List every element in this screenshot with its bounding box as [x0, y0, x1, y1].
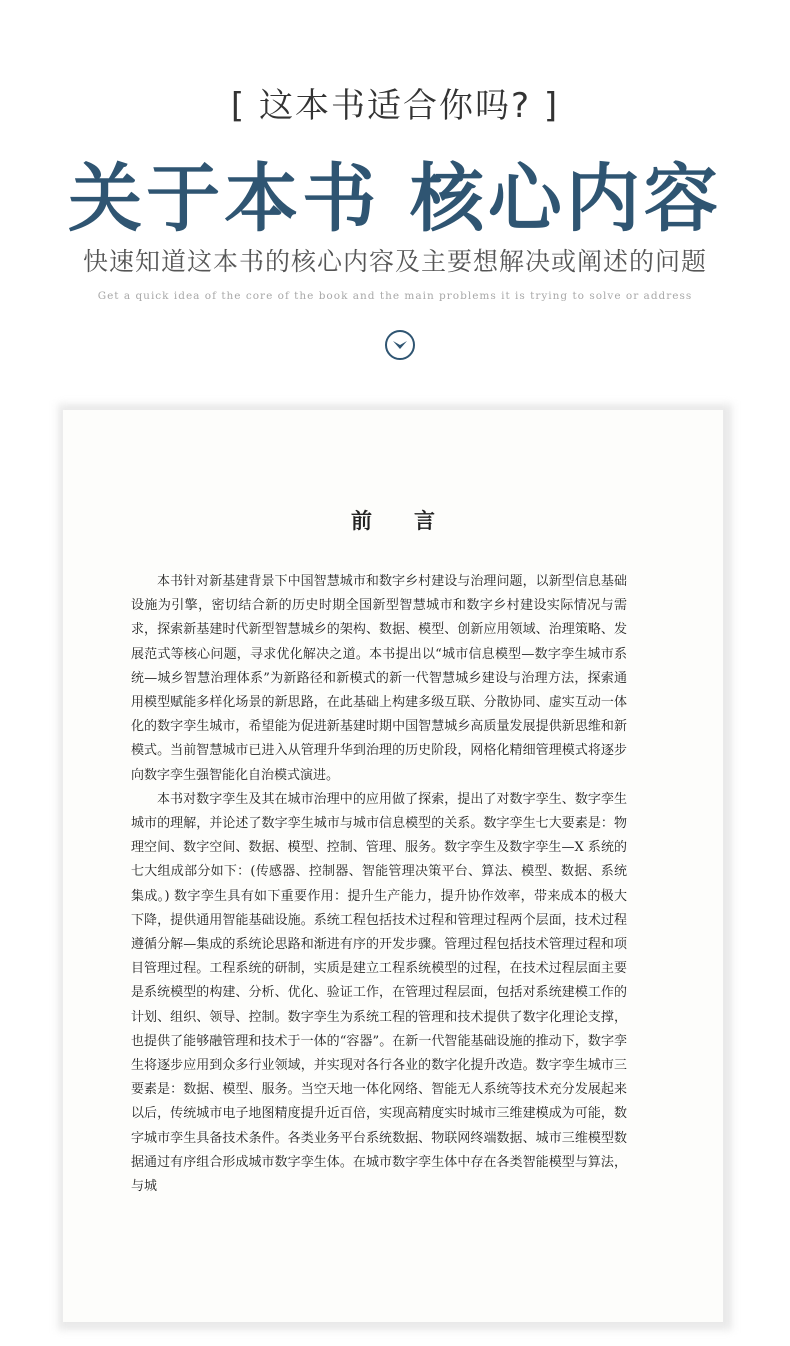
- preface-paragraph-1: 本书针对新基建背景下中国智慧城市和数字乡村建设与治理问题，以新型信息基础设施为引擎，密切结合新的历史时期全国新型智慧城市和数字乡村建设实际情况与需求，探索新基建时代新型智慧城乡的架构、数据、模型、创新应用领域、治理策略、发展范式等核心问题，寻求优化解决之道。本书提出以“城市信息模型—数字孪生城市系统—城乡智慧治理体系”为新路径和新模式的新一代智慧城乡建设与治理方法，探索通用模型赋能多样化场景的新思路，在此基础上构建多级互联、分散协同、虚实互动一体化的数字孪生城市，希望能为促进新基建时期中国智慧城乡高质量发展提供新思维和新模式。当前智慧城市已进入从管理升华到治理的历史阶段，网格化精细管理模式将逐步向数字孪生强智能化自治模式演进。: [131, 574, 627, 783]
- book-page: [63, 410, 723, 1322]
- chevron-down-circle-icon: [384, 329, 416, 361]
- preface-paragraph-2: 本书对数字孪生及其在城市治理中的应用做了探索，提出了对数字孪生、数字孪生城市的理解，并论述了数字孪生城市与城市信息模型的关系。数字孪生七大要素是：物理空间、数字空间、数据、模型、控制、管理、服务。数字孪生及数字孪生—X 系统的七大组成部分如下：(传感器、控制器、智能管理决策平台、算法、模型、数据、系统集成。) 数字孪生具有如下重要作用：提升生产能力，提升协作效率，带来成本的极大下降，提供通用智能基础设施。系统工程包括技术过程和管理过程两个层面，技术过程遵循分解—集成的系统论思路和渐进有序的开发步骤。管理过程包括技术管理过程和项目管理过程。工程系统的研制，实质是建立工程系统模型的过程，在技术过程层面主要是系统模型的构建、分析、优化、验证工作，在管理过程层面，包括对系统建模工作的计划、组织、领导、控制。数字孪生为系统工程的管理和技术提供了数字化理论支撑，也提供了能够融管理和技术于一体的“容器”。在新一代智能基础设施的推动下，数字孪生将逐步应用到众多行业领域，并实现对各行各业的数字化提升改造。数字孪生城市三要素是：数据、模型、服务。当空天地一体化网络、智能无人系统等技术充分发展起来以后，传统城市电子地图精度提升近百倍，实现高精度实时城市三维建模成为可能，数字城市孪生具备技术条件。各类业务平台系统数据、物联网终端数据、城市三维模型数据通过有序组合形成城市数字孪生体。在城市数字孪生体中存在各类智能模型与算法，与城: [131, 791, 627, 1195]
- preface-body: [131, 570, 627, 1199]
- subtitle-english: Get a quick idea of the core of the book and the main problems it is trying to solve or address: [97, 290, 693, 302]
- header-banner: [0, 0, 790, 410]
- page-heading: 前言: [351, 509, 477, 533]
- subtitle-chinese: 快速知道这本书的核心内容及主要想解决或阐述的问题: [82, 247, 707, 276]
- tagline: [ 这本书适合你吗? ]: [230, 86, 560, 126]
- main-title: 关于本书 核心内容: [68, 156, 722, 242]
